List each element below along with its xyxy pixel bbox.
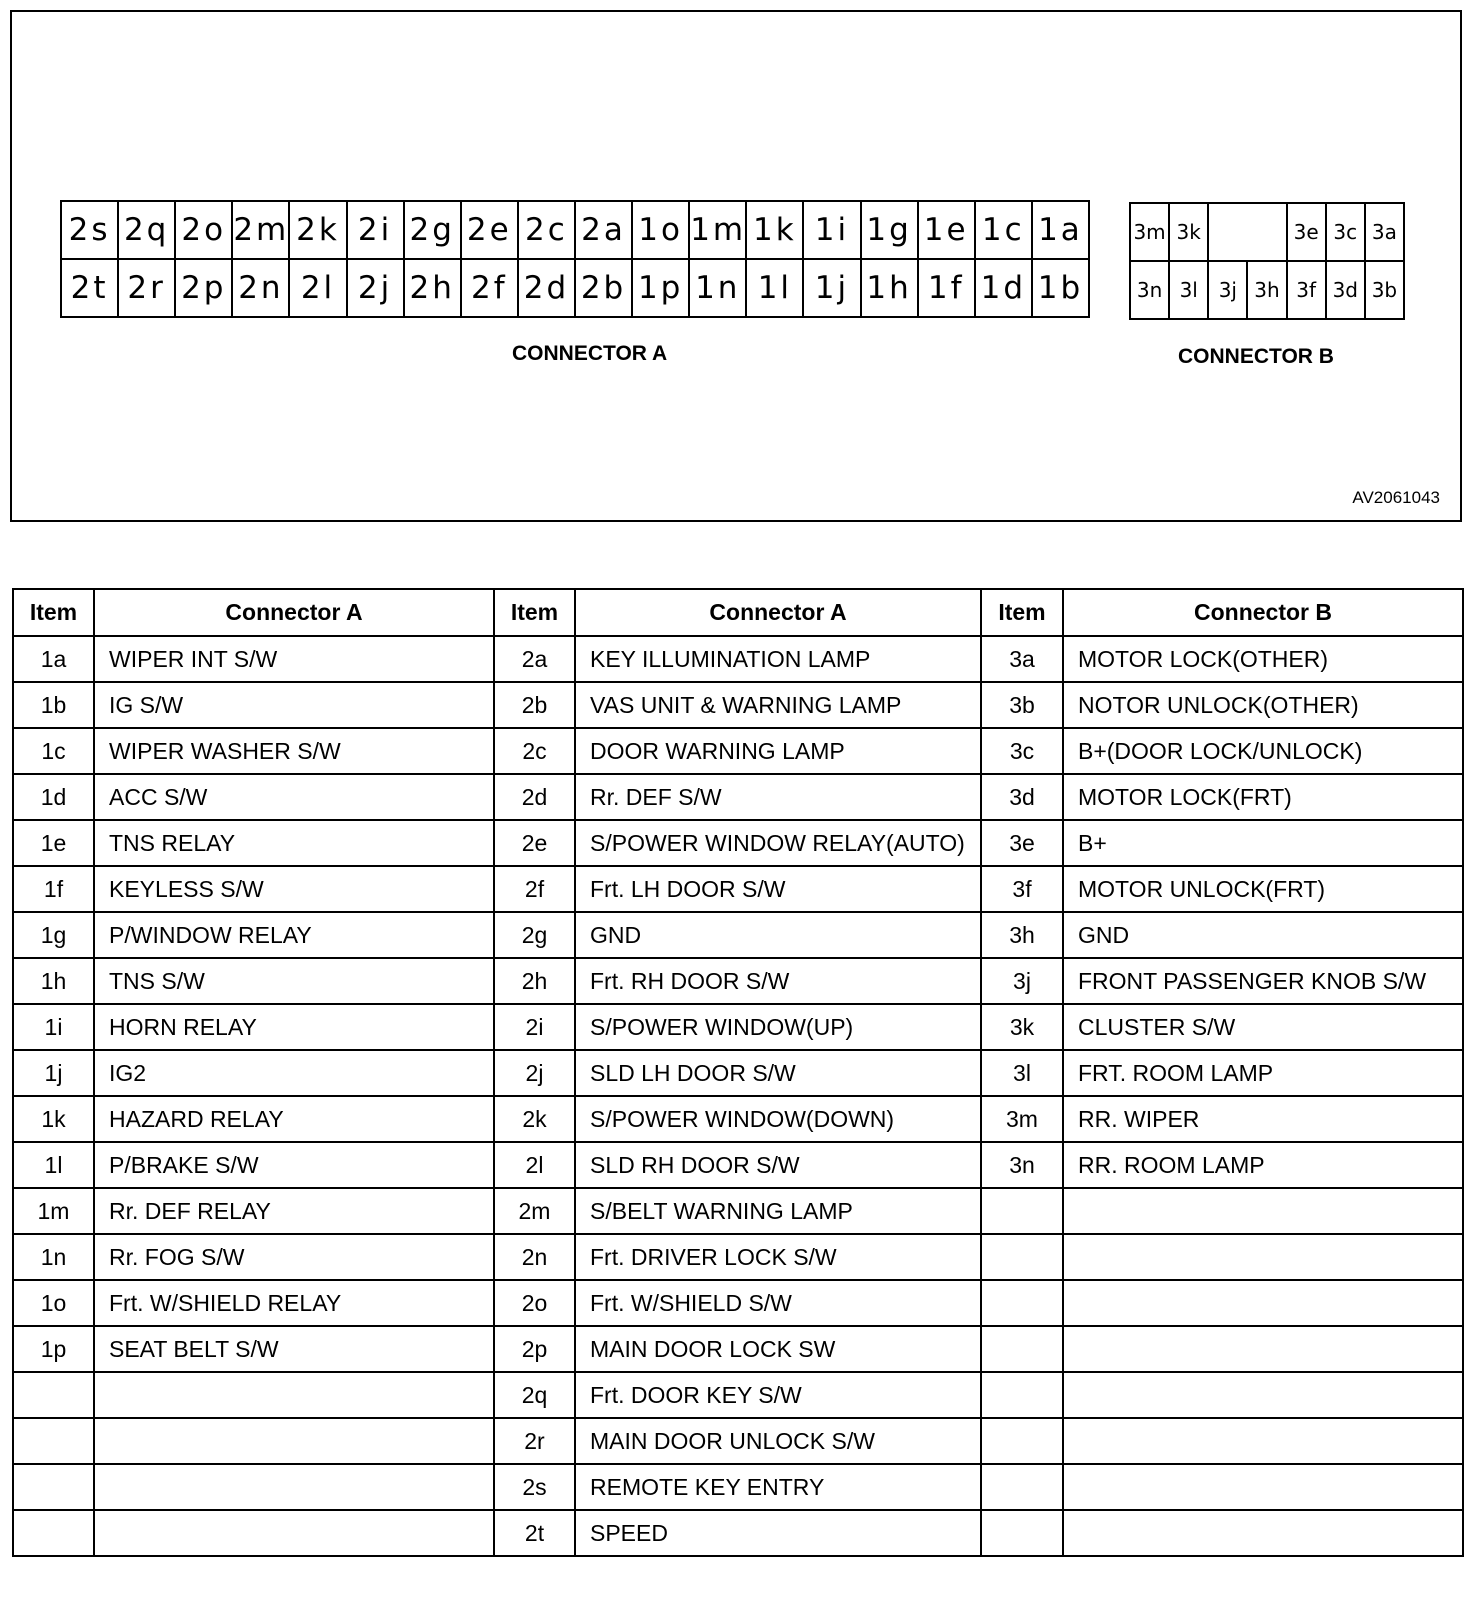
description-cell <box>1063 1280 1463 1326</box>
table-row <box>13 682 1463 728</box>
description-cell: Frt. W/SHIELD RELAY <box>94 1280 494 1326</box>
pin-cell: 2e <box>461 201 518 259</box>
item-cell: 1d <box>13 774 94 820</box>
item-cell <box>13 1464 94 1510</box>
item-cell: 2p <box>494 1326 575 1372</box>
item-cell: 3n <box>981 1142 1063 1188</box>
connector-b-top-row <box>1130 203 1404 261</box>
pin-cell: 2k <box>289 201 346 259</box>
description-cell: TNS S/W <box>94 958 494 1004</box>
description-cell: IG2 <box>94 1050 494 1096</box>
pin-cell: 1g <box>861 201 918 259</box>
pin-cell: 2a <box>575 201 632 259</box>
pin-cell: 2d <box>518 259 575 317</box>
connector-diagram <box>10 10 1462 522</box>
item-cell: 3a <box>981 636 1063 682</box>
item-cell <box>13 1418 94 1464</box>
pin-cell: 3d <box>1326 261 1365 319</box>
pin-cell: 3h <box>1247 261 1286 319</box>
pin-cell-empty <box>1208 203 1286 261</box>
item-cell <box>981 1234 1063 1280</box>
item-cell: 1b <box>13 682 94 728</box>
description-cell: DOOR WARNING LAMP <box>575 728 981 774</box>
description-cell: GND <box>1063 912 1463 958</box>
description-cell: Frt. DRIVER LOCK S/W <box>575 1234 981 1280</box>
pin-cell: 2c <box>518 201 575 259</box>
item-cell <box>981 1418 1063 1464</box>
pin-cell: 2t <box>61 259 118 317</box>
table-row <box>13 958 1463 1004</box>
item-cell: 2f <box>494 866 575 912</box>
pin-cell: 1l <box>746 259 803 317</box>
item-cell: 2g <box>494 912 575 958</box>
description-cell <box>1063 1234 1463 1280</box>
item-cell: 2h <box>494 958 575 1004</box>
description-cell: WIPER WASHER S/W <box>94 728 494 774</box>
description-cell: S/BELT WARNING LAMP <box>575 1188 981 1234</box>
pin-cell: 2q <box>118 201 175 259</box>
item-cell: 1p <box>13 1326 94 1372</box>
item-cell: 2t <box>494 1510 575 1556</box>
description-cell: S/POWER WINDOW(UP) <box>575 1004 981 1050</box>
item-cell: 2l <box>494 1142 575 1188</box>
item-cell: 1g <box>13 912 94 958</box>
figure-code: AV2061043 <box>1352 488 1440 507</box>
pin-cell: 1e <box>918 201 975 259</box>
description-cell: S/POWER WINDOW(DOWN) <box>575 1096 981 1142</box>
description-cell: Frt. DOOR KEY S/W <box>575 1372 981 1418</box>
description-cell: KEY ILLUMINATION LAMP <box>575 636 981 682</box>
description-cell: GND <box>575 912 981 958</box>
pin-cell: 1i <box>803 201 860 259</box>
description-cell: SPEED <box>575 1510 981 1556</box>
item-cell <box>981 1464 1063 1510</box>
description-cell: S/POWER WINDOW RELAY(AUTO) <box>575 820 981 866</box>
pin-cell: 2o <box>175 201 232 259</box>
table-row <box>13 1326 1463 1372</box>
item-cell: 1h <box>13 958 94 1004</box>
pin-cell: 1h <box>861 259 918 317</box>
item-cell: 1m <box>13 1188 94 1234</box>
item-cell: 2j <box>494 1050 575 1096</box>
table-row <box>13 1188 1463 1234</box>
item-cell <box>981 1188 1063 1234</box>
item-cell <box>981 1510 1063 1556</box>
item-cell: 2c <box>494 728 575 774</box>
connector-a-bottom-row <box>61 259 1089 317</box>
description-cell: TNS RELAY <box>94 820 494 866</box>
table-row <box>13 912 1463 958</box>
item-cell: 1a <box>13 636 94 682</box>
description-cell: P/BRAKE S/W <box>94 1142 494 1188</box>
pin-cell: 3f <box>1287 261 1326 319</box>
description-cell: VAS UNIT & WARNING LAMP <box>575 682 981 728</box>
item-cell: 2b <box>494 682 575 728</box>
item-cell: 2n <box>494 1234 575 1280</box>
item-cell <box>981 1372 1063 1418</box>
item-cell: 1e <box>13 820 94 866</box>
item-cell: 3h <box>981 912 1063 958</box>
pin-cell: 1d <box>975 259 1032 317</box>
item-cell: 1n <box>13 1234 94 1280</box>
item-cell: 3b <box>981 682 1063 728</box>
item-cell: 2d <box>494 774 575 820</box>
description-cell: SLD RH DOOR S/W <box>575 1142 981 1188</box>
pin-cell: 2s <box>61 201 118 259</box>
description-cell <box>1063 1418 1463 1464</box>
pin-cell: 2r <box>118 259 175 317</box>
table-row <box>13 1096 1463 1142</box>
table-row <box>13 1004 1463 1050</box>
description-cell: B+(DOOR LOCK/UNLOCK) <box>1063 728 1463 774</box>
table-row <box>13 1464 1463 1510</box>
description-cell: WIPER INT S/W <box>94 636 494 682</box>
description-cell: RR. WIPER <box>1063 1096 1463 1142</box>
description-cell: B+ <box>1063 820 1463 866</box>
description-cell: KEYLESS S/W <box>94 866 494 912</box>
pin-cell: 1c <box>975 201 1032 259</box>
table-row <box>13 1280 1463 1326</box>
pin-cell: 2b <box>575 259 632 317</box>
item-cell: 2a <box>494 636 575 682</box>
table-header-row <box>13 589 1463 636</box>
column-header: Connector A <box>94 589 494 636</box>
item-cell: 3m <box>981 1096 1063 1142</box>
pin-cell: 1n <box>689 259 746 317</box>
table-row <box>13 1234 1463 1280</box>
table-row <box>13 1142 1463 1188</box>
description-cell: Frt. RH DOOR S/W <box>575 958 981 1004</box>
pin-cell: 1b <box>1032 259 1089 317</box>
table-row <box>13 1050 1463 1096</box>
pin-cell: 1j <box>803 259 860 317</box>
item-cell: 1f <box>13 866 94 912</box>
item-cell: 1j <box>13 1050 94 1096</box>
item-cell: 3k <box>981 1004 1063 1050</box>
item-cell: 1l <box>13 1142 94 1188</box>
item-cell: 2i <box>494 1004 575 1050</box>
description-cell: Frt. W/SHIELD S/W <box>575 1280 981 1326</box>
description-cell: SLD LH DOOR S/W <box>575 1050 981 1096</box>
column-header: Item <box>494 589 575 636</box>
pin-cell: 2m <box>232 201 289 259</box>
description-cell <box>94 1464 494 1510</box>
description-cell: Frt. LH DOOR S/W <box>575 866 981 912</box>
connector-a-top-row <box>61 201 1089 259</box>
description-cell: NOTOR UNLOCK(OTHER) <box>1063 682 1463 728</box>
pin-cell: 2n <box>232 259 289 317</box>
connector-b-bottom-row <box>1130 261 1404 319</box>
item-cell <box>13 1510 94 1556</box>
description-cell: Rr. FOG S/W <box>94 1234 494 1280</box>
pin-cell: 1f <box>918 259 975 317</box>
description-cell: IG S/W <box>94 682 494 728</box>
item-cell: 2o <box>494 1280 575 1326</box>
description-cell <box>94 1510 494 1556</box>
item-cell: 2r <box>494 1418 575 1464</box>
description-cell: FRONT PASSENGER KNOB S/W <box>1063 958 1463 1004</box>
table-row <box>13 1418 1463 1464</box>
description-cell: REMOTE KEY ENTRY <box>575 1464 981 1510</box>
column-header: Connector A <box>575 589 981 636</box>
item-cell: 1o <box>13 1280 94 1326</box>
description-cell: MAIN DOOR LOCK SW <box>575 1326 981 1372</box>
description-cell <box>1063 1464 1463 1510</box>
pin-cell: 2i <box>347 201 404 259</box>
pin-cell: 2p <box>175 259 232 317</box>
pin-cell: 3l <box>1169 261 1208 319</box>
item-cell: 2e <box>494 820 575 866</box>
description-cell: RR. ROOM LAMP <box>1063 1142 1463 1188</box>
connector-b-pinout <box>1129 202 1405 320</box>
pin-cell: 2h <box>404 259 461 317</box>
description-cell <box>94 1372 494 1418</box>
description-cell: HAZARD RELAY <box>94 1096 494 1142</box>
description-cell: MOTOR LOCK(FRT) <box>1063 774 1463 820</box>
table-row <box>13 636 1463 682</box>
column-header: Item <box>13 589 94 636</box>
item-cell <box>981 1280 1063 1326</box>
item-cell: 3c <box>981 728 1063 774</box>
pin-cell: 2g <box>404 201 461 259</box>
connector-a-pinout <box>60 200 1090 318</box>
pin-cell: 1p <box>632 259 689 317</box>
description-cell: SEAT BELT S/W <box>94 1326 494 1372</box>
pin-cell: 1o <box>632 201 689 259</box>
pin-cell: 3k <box>1169 203 1208 261</box>
item-cell: 1i <box>13 1004 94 1050</box>
pin-cell: 1m <box>689 201 746 259</box>
table-row <box>13 728 1463 774</box>
item-cell: 3j <box>981 958 1063 1004</box>
item-cell: 3d <box>981 774 1063 820</box>
description-cell: CLUSTER S/W <box>1063 1004 1463 1050</box>
pin-cell: 2l <box>289 259 346 317</box>
table-row <box>13 820 1463 866</box>
item-cell: 3f <box>981 866 1063 912</box>
connector-b-caption: CONNECTOR B <box>1178 345 1334 368</box>
pin-cell: 3j <box>1208 261 1247 319</box>
description-cell: Rr. DEF RELAY <box>94 1188 494 1234</box>
pin-assignment-table <box>12 588 1464 1557</box>
table-row <box>13 1510 1463 1556</box>
description-cell: MAIN DOOR UNLOCK S/W <box>575 1418 981 1464</box>
pin-cell: 3n <box>1130 261 1169 319</box>
table-row <box>13 1372 1463 1418</box>
description-cell <box>1063 1188 1463 1234</box>
pin-cell: 1a <box>1032 201 1089 259</box>
description-cell <box>94 1418 494 1464</box>
pin-cell: 3m <box>1130 203 1169 261</box>
pin-cell: 2f <box>461 259 518 317</box>
description-cell <box>1063 1510 1463 1556</box>
pin-cell: 1k <box>746 201 803 259</box>
description-cell: ACC S/W <box>94 774 494 820</box>
column-header: Item <box>981 589 1063 636</box>
item-cell: 3l <box>981 1050 1063 1096</box>
description-cell: MOTOR UNLOCK(FRT) <box>1063 866 1463 912</box>
description-cell: P/WINDOW RELAY <box>94 912 494 958</box>
item-cell: 2m <box>494 1188 575 1234</box>
item-cell: 2k <box>494 1096 575 1142</box>
description-cell: HORN RELAY <box>94 1004 494 1050</box>
item-cell: 2s <box>494 1464 575 1510</box>
item-cell <box>13 1372 94 1418</box>
item-cell: 1k <box>13 1096 94 1142</box>
description-cell: FRT. ROOM LAMP <box>1063 1050 1463 1096</box>
item-cell <box>981 1326 1063 1372</box>
item-cell: 3e <box>981 820 1063 866</box>
pin-cell: 3b <box>1365 261 1404 319</box>
connector-a-caption: CONNECTOR A <box>512 342 668 365</box>
pin-cell: 3c <box>1326 203 1365 261</box>
pin-cell: 3e <box>1287 203 1326 261</box>
description-cell: Rr. DEF S/W <box>575 774 981 820</box>
table-row <box>13 866 1463 912</box>
description-cell <box>1063 1326 1463 1372</box>
pin-cell: 2j <box>347 259 404 317</box>
item-cell: 1c <box>13 728 94 774</box>
pin-cell: 3a <box>1365 203 1404 261</box>
table-row <box>13 774 1463 820</box>
item-cell: 2q <box>494 1372 575 1418</box>
description-cell: MOTOR LOCK(OTHER) <box>1063 636 1463 682</box>
column-header: Connector B <box>1063 589 1463 636</box>
description-cell <box>1063 1372 1463 1418</box>
